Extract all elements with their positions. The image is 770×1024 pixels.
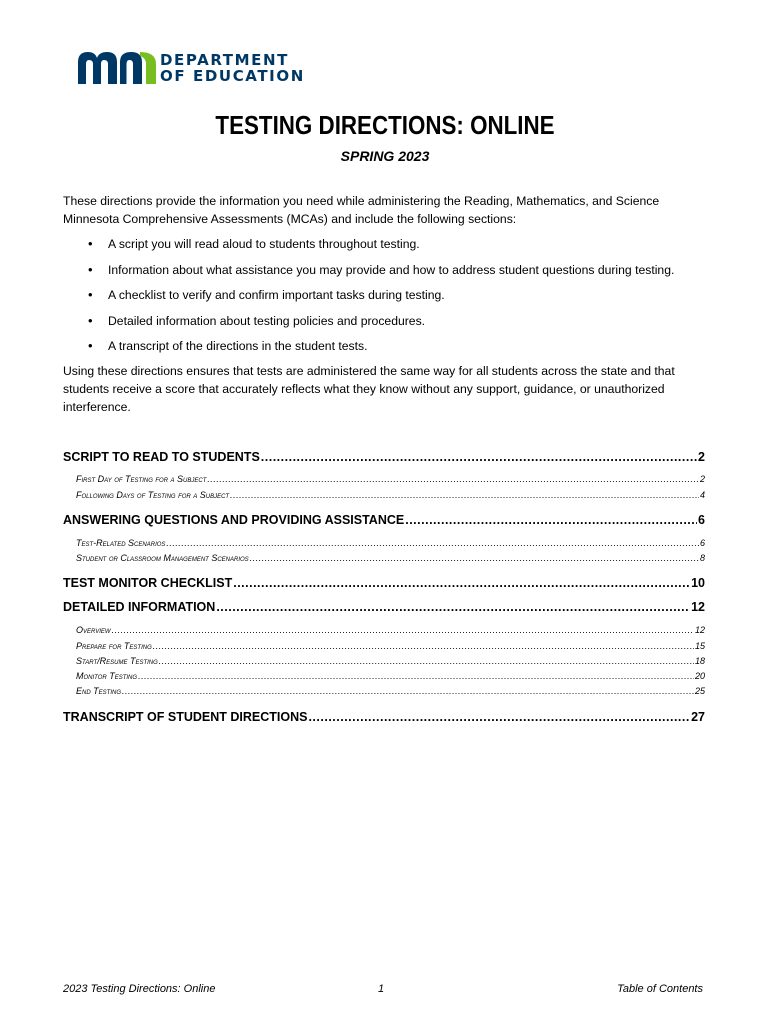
toc-page: 15 [694, 641, 705, 651]
toc-entry-overview[interactable] [76, 625, 705, 635]
toc-entry-following-days[interactable] [76, 490, 705, 500]
toc-entry-test-related[interactable] [76, 538, 705, 548]
toc-entry-start-resume[interactable] [76, 656, 705, 666]
toc-entry-monitor-testing[interactable] [76, 671, 705, 681]
toc-page: 12 [694, 625, 705, 635]
toc-page: 2 [698, 450, 705, 464]
toc-label: ANSWERING QUESTIONS AND PROVIDING ASSISTANCE [63, 513, 405, 527]
list-item: • A checklist to verify and confirm important tasks during testing. [88, 287, 728, 313]
mn-logo-icon [78, 50, 156, 84]
intro-paragraph: These directions provide the information you need while administering the Reading, Mathematics, and Science Minnesota Comprehensive Assessments (MCAs) and include the following sections: [63, 194, 660, 226]
toc-label: Overview [76, 625, 111, 635]
toc-entry-detailed-information[interactable] [63, 600, 705, 614]
toc-page: 6 [699, 538, 705, 548]
toc-entry-first-day[interactable] [76, 474, 705, 484]
toc-label: Following Days of Testing for a Subject [76, 490, 230, 500]
mde-logo [78, 50, 318, 90]
toc-entry-prepare[interactable] [76, 641, 705, 651]
toc-page: 10 [691, 576, 705, 590]
footer-right: Table of Contents [617, 983, 703, 995]
logo-line-1: DEPARTMENT [160, 51, 289, 69]
toc-label: TRANSCRIPT OF STUDENT DIRECTIONS [63, 710, 308, 724]
toc-page: 27 [691, 710, 705, 724]
toc-label: Test-Related Scenarios [76, 538, 166, 548]
toc-entry-end-testing[interactable] [76, 686, 705, 696]
toc-entry-script[interactable] [63, 450, 705, 464]
list-item: • A script you will read aloud to students throughout testing. [88, 236, 728, 262]
list-item: • Information about what assistance you may provide and how to address student questions during testing. [88, 262, 728, 288]
document-subtitle: SPRING 2023 [340, 148, 430, 164]
logo-line-2: OF EDUCATION [160, 67, 305, 85]
toc-label: Student or Classroom Management Scenarios [76, 553, 249, 563]
toc-label: SCRIPT TO READ TO STUDENTS [63, 450, 260, 464]
toc-page: 6 [698, 513, 705, 527]
toc-page: 20 [694, 671, 705, 681]
list-item: • Detailed information about testing policies and procedures. [88, 313, 728, 339]
toc-page: 12 [691, 600, 705, 614]
toc-label: Monitor Testing [76, 671, 138, 681]
toc-page: 25 [694, 686, 705, 696]
footer-left: 2023 Testing Directions: Online [63, 983, 216, 995]
outro-paragraph: Using these directions ensures that tests are administered the same way for all students across the state and that students receive a score that accurately reflects what they know without any support, guidance, or unauthorized interference. [63, 364, 675, 414]
toc-label: End Testing [76, 686, 122, 696]
list-item: • A transcript of the directions in the student tests. [88, 338, 728, 364]
toc-page: 2 [699, 474, 705, 484]
toc-page: 4 [699, 490, 705, 500]
toc-label: Prepare for Testing [76, 641, 152, 651]
toc-label: DETAILED INFORMATION [63, 600, 216, 614]
document-title: TESTING DIRECTIONS: ONLINE [215, 110, 555, 140]
footer-page-number: 1 [378, 983, 385, 995]
toc-entry-monitor-checklist[interactable] [63, 576, 705, 590]
toc-label: TEST MONITOR CHECKLIST [63, 576, 233, 590]
toc-label: Start/Resume Testing [76, 656, 158, 666]
toc-entry-classroom-management[interactable] [76, 553, 705, 563]
toc-entry-transcript[interactable] [63, 710, 705, 724]
toc-entry-answering-questions[interactable] [63, 513, 705, 527]
sections-list [88, 236, 728, 364]
toc-page: 18 [694, 656, 705, 666]
toc-page: 8 [699, 553, 705, 563]
toc-label: First Day of Testing for a Subject [76, 474, 207, 484]
